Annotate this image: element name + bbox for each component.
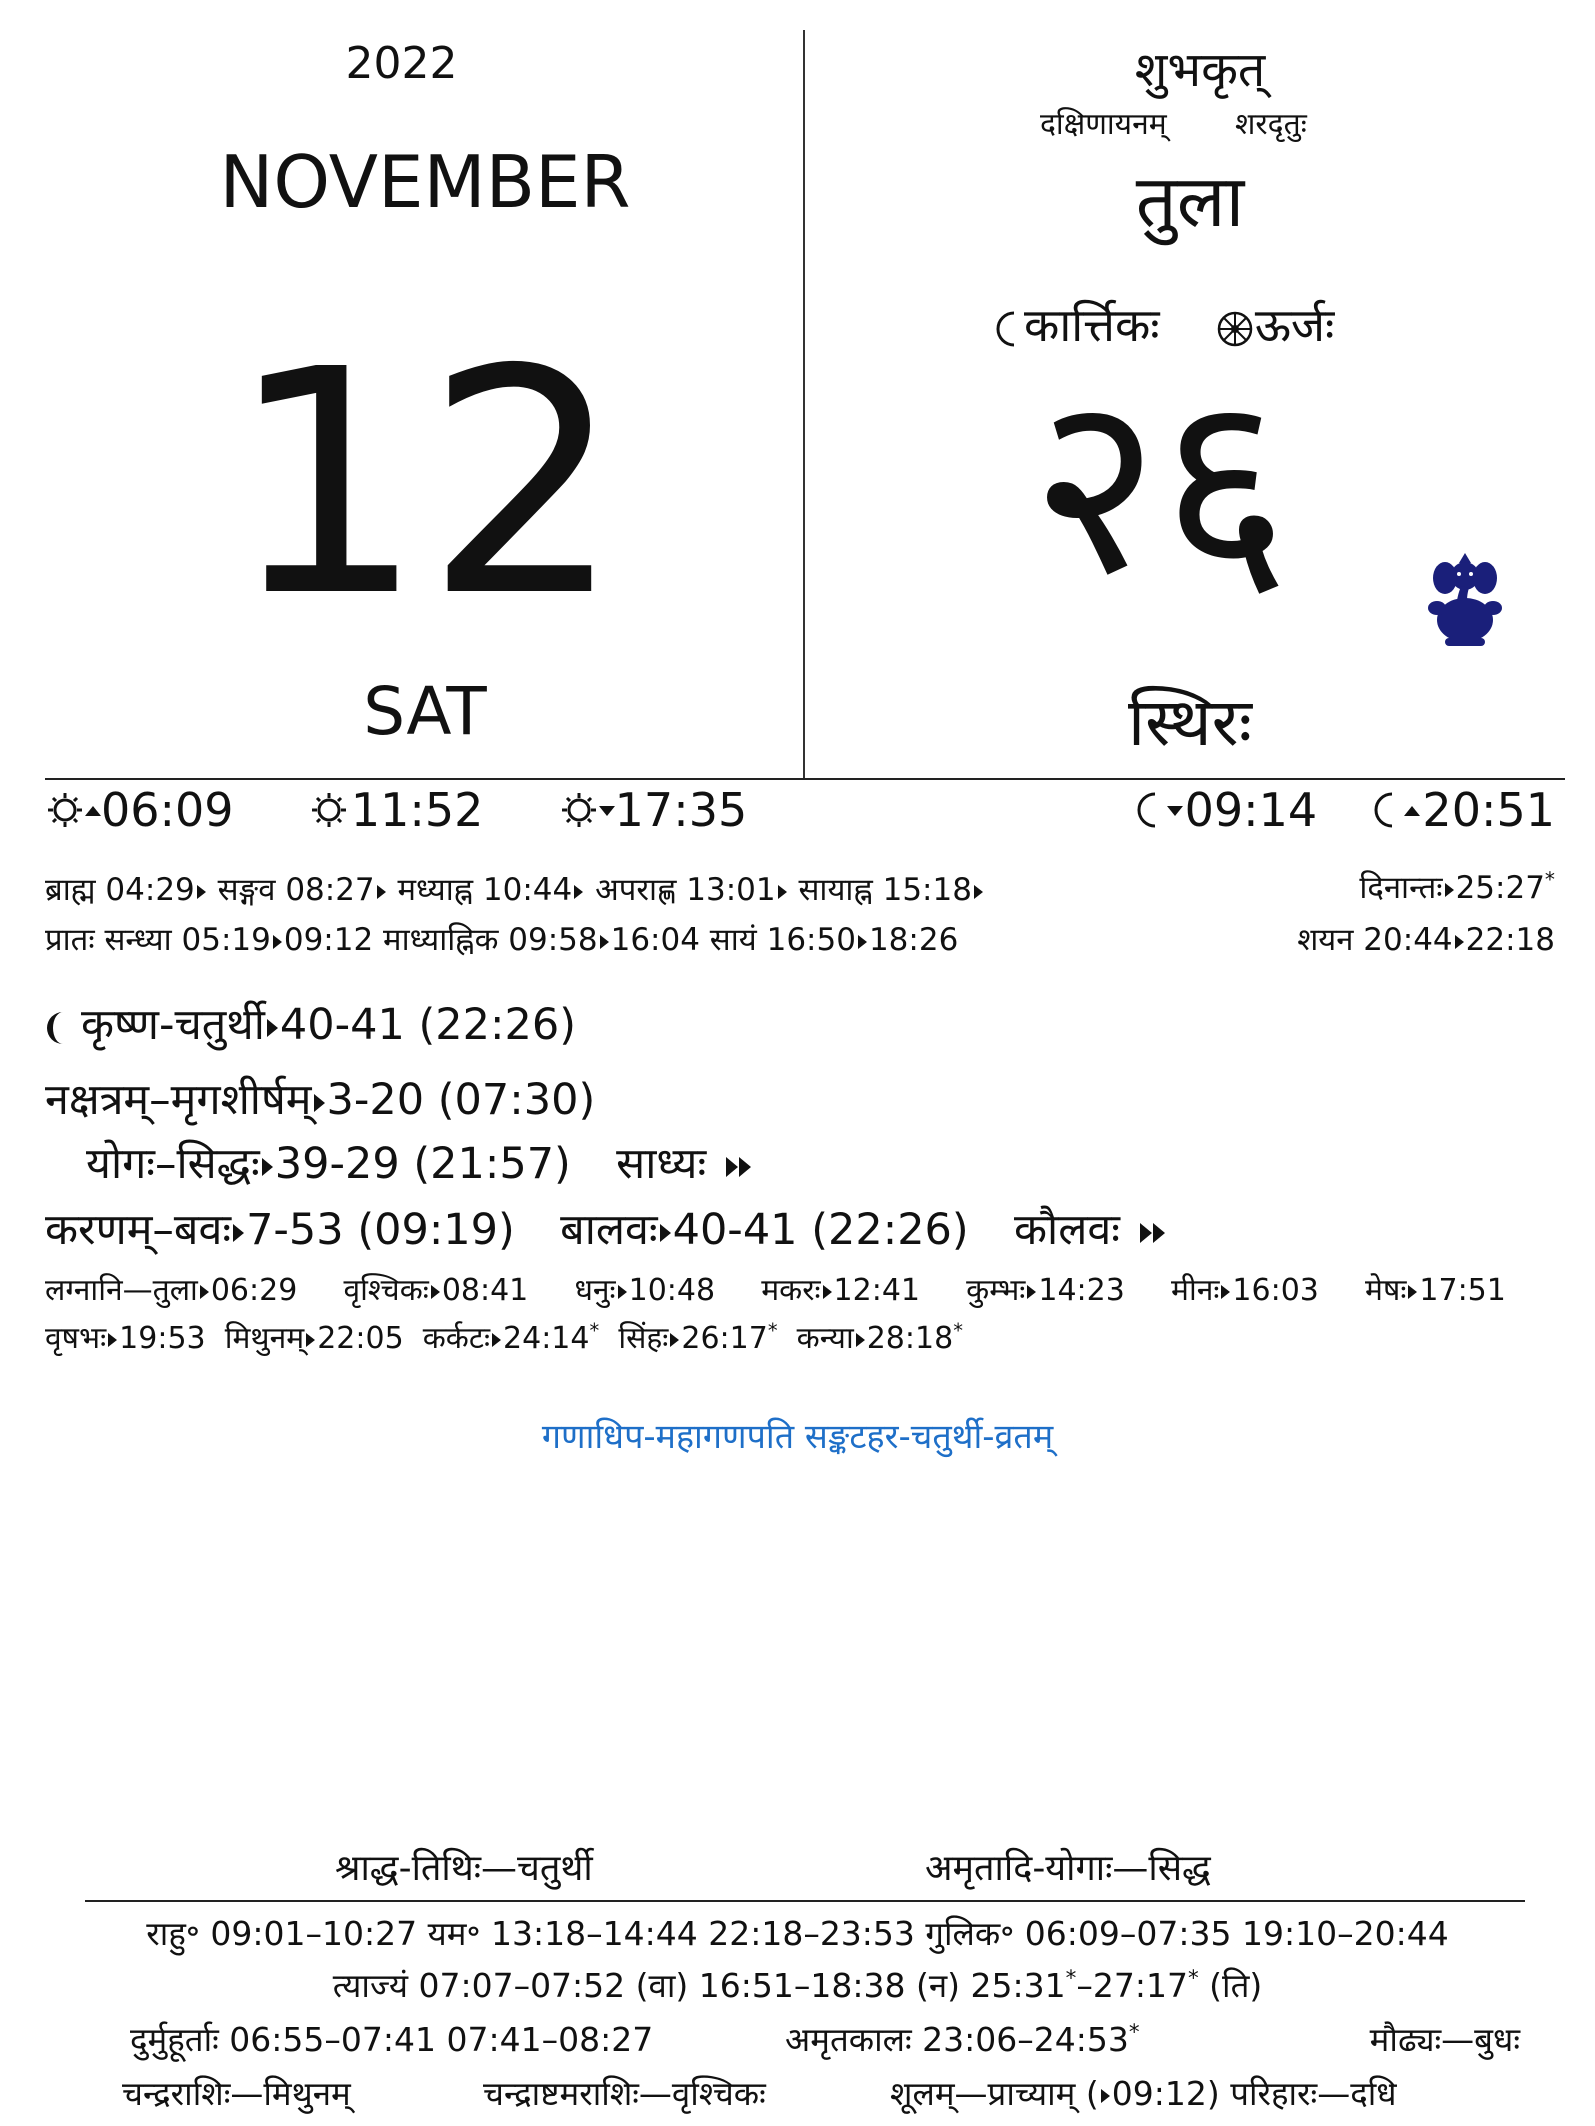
sun-times-row [45, 783, 747, 841]
footer-separator [85, 1900, 1525, 1902]
day-part: मध्याह्न 10:44 [397, 872, 573, 908]
gregorian-day: 12 [227, 304, 623, 665]
festival: गणाधिप-महागणपति सङ्कटहर-चतुर्थी-व्रतम् [541, 1417, 1054, 1457]
ritu: शरदृतुः [1235, 107, 1307, 142]
rahu-yama-gulika: राहु॰ 09:01–10:27 यम॰ 13:18–14:44 22:18–23:53 गुलिक॰ 06:09–07:35 19:10–20:44 [146, 1914, 1449, 1953]
moonrise-time: 20:51 [1422, 783, 1555, 837]
sunset-icon [559, 790, 615, 830]
weekday: SAT [363, 673, 487, 750]
shraddha-tithi: श्राद्ध-तिथिः—चतुर्थी [335, 1848, 593, 1889]
month: NOVEMBER [219, 140, 631, 224]
day-part: सायाह्न 15:18 [798, 872, 972, 908]
amritakala: अमृतकालः 23:06–24:53* [785, 2020, 1140, 2059]
shoolam: शूलम्—प्राच्याम् ( 09:12) परिहारः—दधि [890, 2074, 1397, 2113]
sun-noon-icon [309, 790, 351, 830]
solar-lunar-month: ऊर्जः [1254, 298, 1335, 352]
lunar-month: कार्त्तिकः [1024, 298, 1160, 352]
solar-day: २६ [1030, 339, 1290, 630]
top-separator [45, 778, 1565, 780]
moonset-icon [1129, 790, 1185, 830]
panel-divider [803, 30, 805, 778]
durmuhurta: दुर्मुहूर्ताः 06:55–07:41 07:41–08:27 [130, 2020, 654, 2059]
sunrise-icon [45, 790, 101, 830]
moon-times-row [1129, 783, 1555, 841]
tithi-row: कृष्ण-चतुर्थी 40-41 (22:26) [45, 993, 576, 1052]
sunrise-time: 06:09 [101, 783, 234, 837]
waning-moon-icon [45, 1009, 81, 1047]
vara: स्थिरः [1128, 684, 1252, 761]
karana-row: करणम्–बवः 7-53 (09:19) बालवः 40-41 (22:26) कौलवः [45, 1198, 1166, 1257]
maudhya: मौढ्यः—बुधः [1369, 2020, 1520, 2059]
crescent-moon-icon [990, 309, 1024, 349]
day-part: सङ्गव 08:27 [217, 872, 375, 908]
ganesha-icon [1425, 548, 1505, 648]
dinanta: दिनान्तः 25:27* [1359, 867, 1555, 906]
chandrashtama: चन्द्राष्टमराशिः—वृश्चिकः [483, 2074, 766, 2113]
amritadi-yoga: अमृतादि-योगाः—सिद्ध [925, 1848, 1211, 1889]
fast-forward-icon [726, 1157, 752, 1177]
year: 2022 [345, 38, 458, 89]
day-part: अपराह्ण 13:01 [595, 872, 776, 908]
tyajyam: त्याज्यं 07:07–07:52 (वा) 16:51–18:38 (न) 25:31*–27:17* (ति) [332, 1966, 1263, 2005]
nakshatra-row: नक्षत्रम्–मृगशीर्षम् 3-20 (07:30) [45, 1075, 596, 1125]
yoga-row: योगः–सिद्धः 39-29 (21:57) साध्यः [86, 1132, 752, 1191]
moonset-time: 09:14 [1184, 783, 1318, 837]
shayana: शयन 20:44 22:18 [1297, 922, 1555, 958]
samvatsara: शुभकृत् [1134, 42, 1266, 98]
fast-forward-icon [1140, 1223, 1166, 1243]
sandhya-row: प्रातः सन्ध्या 05:19 09:12 माध्याह्निक 09:58 16:04 सायं 16:50 18:26 [45, 922, 959, 958]
day-parts-row [45, 868, 985, 910]
day-part: ब्राह्म 04:29 [45, 872, 195, 908]
lagna-row-2: वृषभः 19:53 मिथुनम् 22:05 कर्कटः 24:14* सिंहः 26:17* कन्या 28:18* [45, 1319, 963, 1356]
moonrise-icon [1366, 790, 1422, 830]
solar-month: तुला [1135, 159, 1245, 243]
lagna-row-1: लग्नानि—तुला 06:29 वृश्चिकः 08:41 धनुः 10:48 मकरः 12:41 कुम्भः 14:23 मीनः 16:03 मेषः 17:51 [45, 1273, 1506, 1308]
ayana: दक्षिणायनम् [1040, 107, 1167, 142]
noon-time: 11:52 [350, 783, 484, 837]
chandrarashi: चन्द्रराशिः—मिथुनम् [122, 2074, 351, 2113]
sunset-time: 17:35 [614, 783, 748, 837]
